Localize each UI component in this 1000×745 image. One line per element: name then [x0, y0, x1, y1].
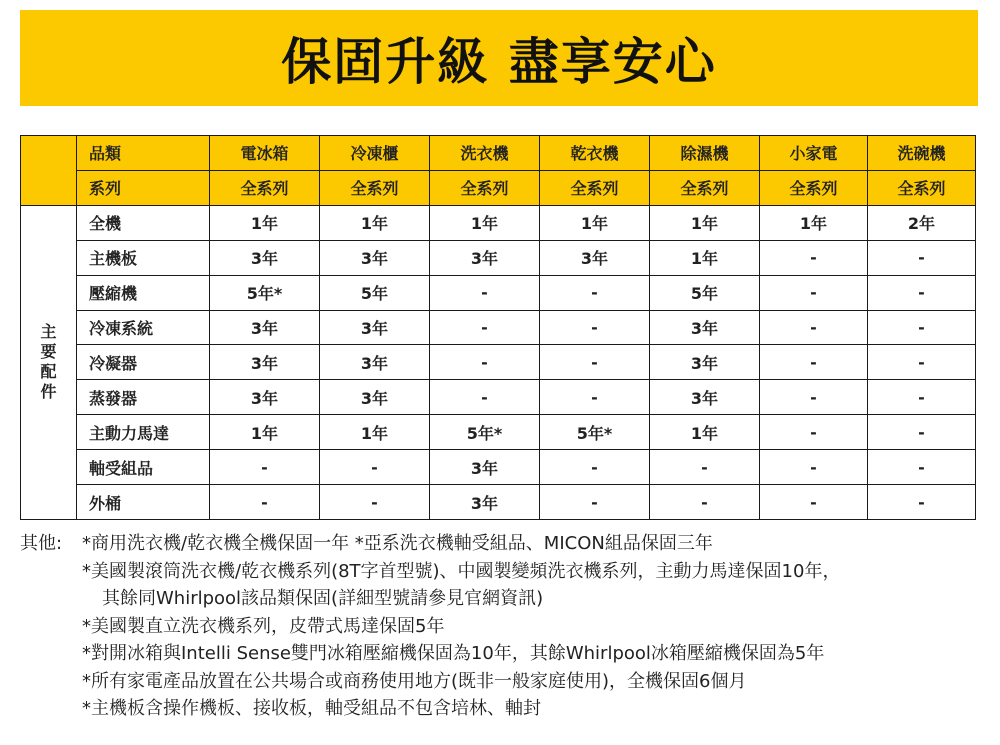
value-cell: 3年 [650, 380, 760, 415]
side-label-cell [21, 205, 77, 519]
value-cell: 5年* [430, 415, 540, 450]
value-cell: 2年 [868, 205, 976, 240]
value-cell: - [760, 310, 868, 345]
value-cell: 1年 [650, 205, 760, 240]
note-line: *主機板含操作機板、接收板，軸受組品不包含培林、軸封 [82, 698, 541, 719]
category-header-cell: 乾衣機 [540, 136, 650, 171]
value-cell: - [540, 275, 650, 310]
value-cell: 5年 [320, 275, 430, 310]
row-label: 蒸發器 [77, 380, 210, 415]
value-cell: 3年 [210, 310, 320, 345]
note-line: *美國製直立洗衣機系列，皮帶式馬達保固5年 [82, 615, 445, 637]
value-cell: - [868, 485, 976, 520]
value-cell: - [650, 485, 760, 520]
value-cell: 3年 [430, 485, 540, 520]
warranty-table [20, 135, 976, 520]
value-cell: - [540, 345, 650, 380]
value-cell: 3年 [320, 310, 430, 345]
table-row [21, 345, 976, 380]
row-label: 主動力馬達 [77, 415, 210, 450]
row-label: 軸受組品 [77, 450, 210, 485]
value-cell: - [760, 345, 868, 380]
value-cell: - [868, 380, 976, 415]
value-cell: - [430, 380, 540, 415]
value-cell: 3年 [320, 345, 430, 380]
table-corner-cell [21, 136, 77, 206]
table-row [21, 240, 976, 275]
row-label: 壓縮機 [77, 275, 210, 310]
value-cell: 3年 [320, 380, 430, 415]
value-cell: - [430, 345, 540, 380]
value-cell: - [540, 450, 650, 485]
value-cell: - [540, 485, 650, 520]
value-cell: - [868, 450, 976, 485]
row-label: 主機板 [77, 240, 210, 275]
value-cell: 5年* [540, 415, 650, 450]
note-line: *商用洗衣機/乾衣機全機保固一年 *亞系洗衣機軸受組品、MICON組品保固三年 [82, 533, 713, 554]
series-cell: 全系列 [650, 170, 760, 205]
value-cell: 1年 [210, 415, 320, 450]
value-cell: - [320, 485, 430, 520]
series-cell: 全系列 [540, 170, 650, 205]
value-cell: - [430, 275, 540, 310]
table-header-row [21, 136, 976, 171]
table-row [21, 205, 976, 240]
category-header-cell: 冷凍櫃 [320, 136, 430, 171]
value-cell: - [650, 450, 760, 485]
row-label: 冷凝器 [77, 345, 210, 380]
value-cell: - [320, 450, 430, 485]
series-cell: 全系列 [320, 170, 430, 205]
table-row [21, 485, 976, 520]
value-cell: 1年 [430, 205, 540, 240]
value-cell: 1年 [650, 240, 760, 275]
value-cell: - [868, 345, 976, 380]
value-cell: 3年 [210, 240, 320, 275]
note-line-continuation: 其餘同Whirlpool該品類保固(詳細型號請參見官網資訊) [102, 588, 544, 609]
value-cell: 5年 [650, 275, 760, 310]
value-cell: - [540, 380, 650, 415]
value-cell: - [868, 415, 976, 450]
title-banner [20, 10, 978, 106]
value-cell: 1年 [540, 205, 650, 240]
series-cell: 全系列 [868, 170, 976, 205]
category-header-cell: 除濕機 [650, 136, 760, 171]
value-cell: 3年 [430, 450, 540, 485]
value-cell: - [760, 240, 868, 275]
table-row [21, 450, 976, 485]
value-cell: - [760, 275, 868, 310]
value-cell: 3年 [650, 310, 760, 345]
row-label: 系列 [77, 170, 210, 205]
value-cell: - [868, 310, 976, 345]
value-cell: - [868, 275, 976, 310]
table-row [21, 310, 976, 345]
value-cell: - [540, 310, 650, 345]
notes-section [20, 530, 990, 723]
value-cell: 3年 [540, 240, 650, 275]
value-cell: - [430, 310, 540, 345]
category-header-cell: 洗碗機 [868, 136, 976, 171]
table-row [21, 380, 976, 415]
note-line: *對開冰箱與Intelli Sense雙門冰箱壓縮機保固為10年，其餘Whirlpool冰箱壓縮機保固為5年 [82, 643, 825, 664]
value-cell: 3年 [210, 380, 320, 415]
value-cell: - [760, 485, 868, 520]
value-cell: - [760, 380, 868, 415]
category-header-cell: 洗衣機 [430, 136, 540, 171]
category-header-cell: 小家電 [760, 136, 868, 171]
side-label: 主要配件 [40, 322, 57, 402]
value-cell: 3年 [650, 345, 760, 380]
series-cell: 全系列 [210, 170, 320, 205]
row-label: 冷凍系統 [77, 310, 210, 345]
note-line: *所有家電產品放置在公共場合或商務使用地方(既非一般家庭使用)，全機保固6個月 [82, 670, 747, 692]
note-line: *美國製滾筒洗衣機/乾衣機系列(8T字首型號)、中國製變頻洗衣機系列，主動力馬達保固10年， [82, 560, 841, 582]
value-cell: 1年 [760, 205, 868, 240]
table-series-row [21, 170, 976, 205]
row-label: 全機 [77, 205, 210, 240]
value-cell: 1年 [210, 205, 320, 240]
row-label: 外桶 [77, 485, 210, 520]
value-cell: 3年 [320, 240, 430, 275]
value-cell: 5年* [210, 275, 320, 310]
table-row [21, 415, 976, 450]
notes-prefix: 其他: [20, 533, 63, 554]
value-cell: - [868, 240, 976, 275]
value-cell: 3年 [430, 240, 540, 275]
value-cell: - [210, 485, 320, 520]
value-cell: - [760, 450, 868, 485]
table-row [21, 275, 976, 310]
row-label: 品類 [77, 136, 210, 171]
series-cell: 全系列 [760, 170, 868, 205]
value-cell: - [210, 450, 320, 485]
category-header-cell: 電冰箱 [210, 136, 320, 171]
value-cell: 1年 [320, 415, 430, 450]
value-cell: 1年 [320, 205, 430, 240]
page-title: 保固升級 盡享安心 [281, 33, 717, 91]
series-cell: 全系列 [430, 170, 540, 205]
value-cell: 3年 [210, 345, 320, 380]
value-cell: 1年 [650, 415, 760, 450]
value-cell: - [760, 415, 868, 450]
